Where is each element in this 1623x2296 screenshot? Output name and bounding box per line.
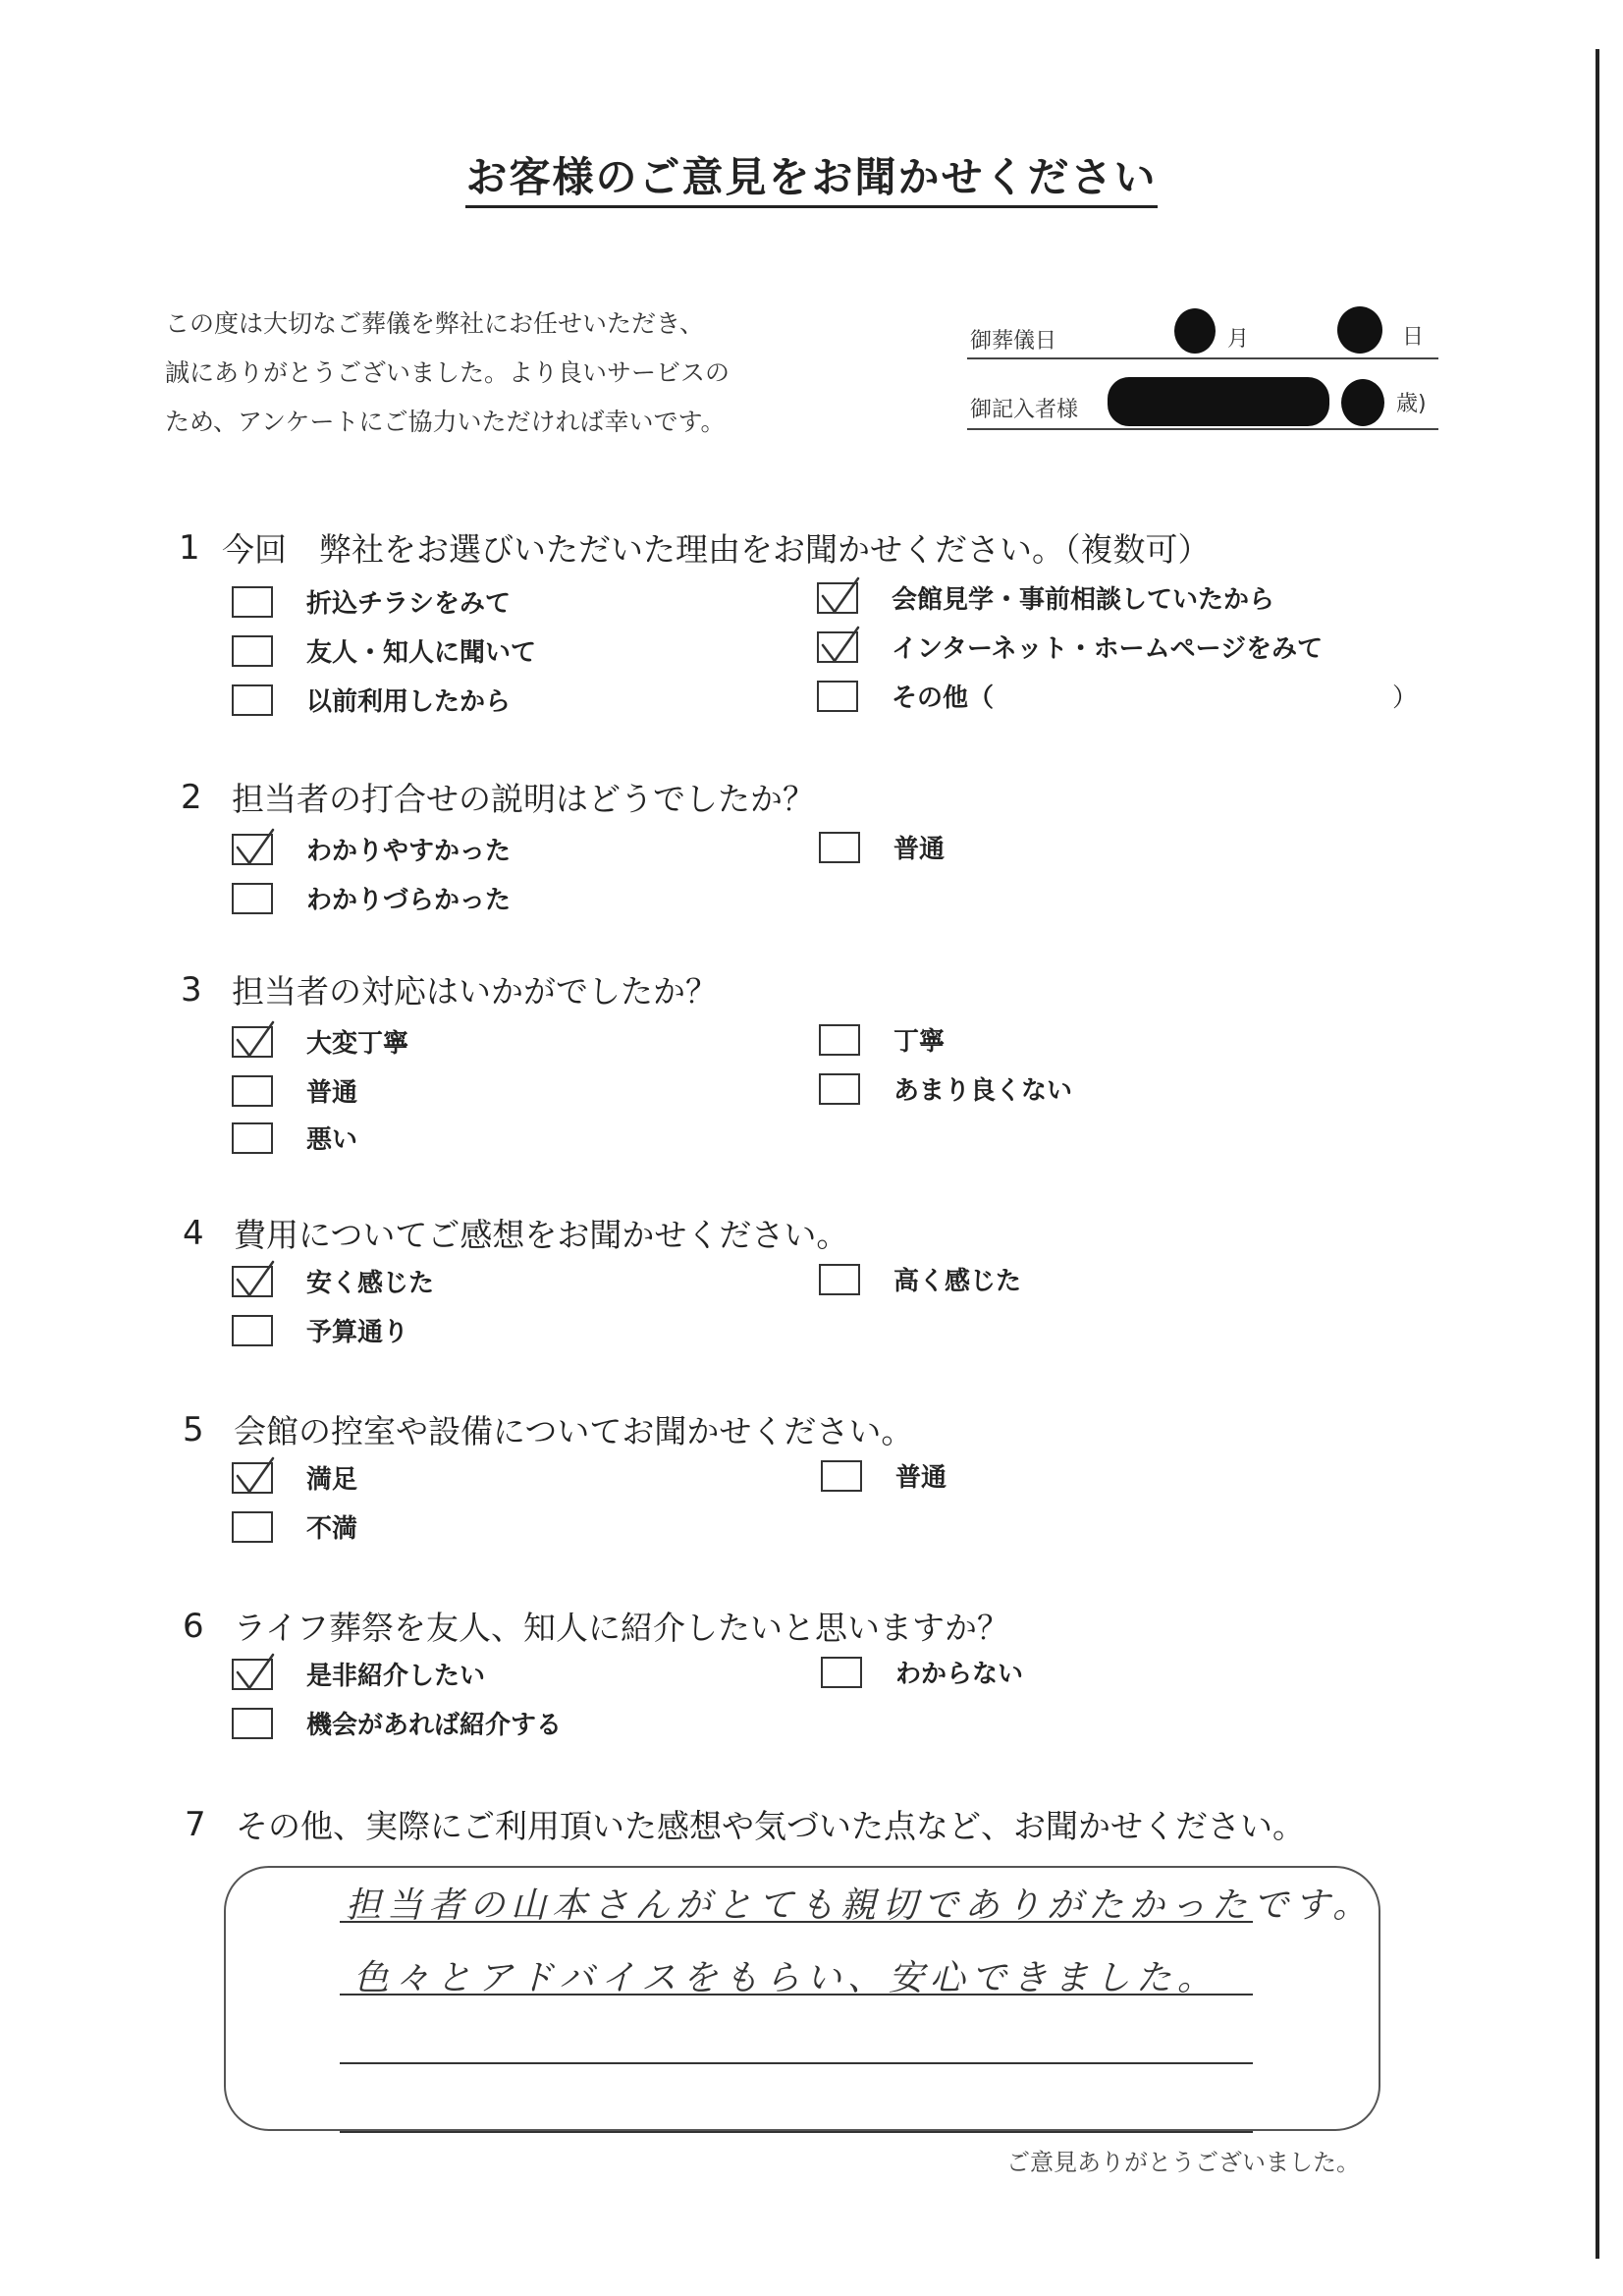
- checkbox[interactable]: [232, 1659, 273, 1690]
- thanks-note: ご意見ありがとうございました。: [1006, 2149, 1360, 2176]
- option-label: 高く感じた: [893, 1267, 1022, 1296]
- q1-option-previous[interactable]: [232, 682, 511, 718]
- funeral-date-label: 御葬儀日: [970, 329, 1057, 354]
- checkbox[interactable]: [232, 1026, 273, 1058]
- q5-option-dissatisfied[interactable]: [232, 1508, 357, 1545]
- q3-option-polite[interactable]: [819, 1021, 945, 1058]
- scan-edge: [1596, 49, 1599, 2259]
- option-label: 安く感じた: [306, 1269, 435, 1298]
- comment-rule: [340, 1921, 1253, 1923]
- option-label: 丁寧: [893, 1027, 946, 1057]
- q4-option-cheap[interactable]: [232, 1263, 434, 1299]
- comment-line-2: 色々とアドバイスをもらい、安心できました。: [353, 1958, 1218, 1998]
- q2-number: 2: [181, 778, 202, 817]
- redacted-day: [1337, 306, 1382, 354]
- writer-name-label: 御記入者様: [970, 398, 1079, 422]
- q3-option-not-good[interactable]: [819, 1070, 1072, 1107]
- q4-number: 4: [183, 1214, 204, 1253]
- option-label: インターネット・ホームページをみて: [892, 634, 1324, 664]
- checkbox[interactable]: [232, 1708, 273, 1739]
- checkbox[interactable]: [819, 1264, 860, 1295]
- option-label: 以前利用したから: [306, 687, 512, 717]
- comment-rule: [340, 2062, 1253, 2064]
- checkmark-icon: [230, 1256, 279, 1305]
- checkmark-stroke: [823, 578, 858, 612]
- option-label: 予算通り: [306, 1318, 409, 1347]
- checkbox[interactable]: [232, 1462, 273, 1494]
- q3-option-bad[interactable]: [232, 1120, 357, 1156]
- q3-text: 担当者の対応はいかがでしたか？: [232, 972, 718, 1011]
- q4-text: 費用についてご感想をお聞かせください。: [234, 1216, 849, 1254]
- q3-option-normal[interactable]: [232, 1072, 357, 1109]
- comment-rule: [340, 2131, 1253, 2133]
- q1-option-hall-visit[interactable]: [817, 579, 1274, 616]
- age-label: 歳): [1396, 392, 1427, 416]
- q4-option-on-budget[interactable]: [232, 1312, 408, 1348]
- q2-text: 担当者の打合せの説明はどうでしたか？: [232, 780, 815, 818]
- option-label: 不満: [306, 1514, 358, 1544]
- checkbox[interactable]: [232, 1511, 273, 1543]
- checkbox[interactable]: [232, 883, 273, 914]
- option-label: 是非紹介したい: [306, 1662, 486, 1691]
- intro-text: [165, 300, 730, 447]
- q1-option-other[interactable]: [817, 678, 994, 714]
- writer-underline: [967, 428, 1438, 430]
- checkmark-stroke: [238, 1022, 273, 1056]
- option-label: 友人・知人に聞いて: [306, 638, 537, 668]
- option-label: 大変丁寧: [306, 1029, 409, 1059]
- checkbox[interactable]: [232, 586, 273, 618]
- option-label: 満足: [306, 1465, 358, 1495]
- q6-option-unsure[interactable]: [821, 1654, 1023, 1690]
- q6-number: 6: [183, 1607, 204, 1646]
- option-label: 普通: [306, 1078, 358, 1108]
- checkbox[interactable]: [819, 832, 860, 863]
- checkmark-stroke: [238, 1655, 273, 1688]
- checkbox[interactable]: [232, 684, 273, 716]
- q5-option-satisfied[interactable]: [232, 1459, 357, 1496]
- q6-text: ライフ葬祭を友人、知人に紹介したいと思いますか？: [234, 1609, 1010, 1647]
- option-label: 悪い: [306, 1125, 358, 1155]
- checkmark-stroke: [238, 1262, 273, 1295]
- checkmark-icon: [230, 824, 279, 873]
- option-label: わからない: [895, 1660, 1024, 1689]
- q1-number: 1: [179, 528, 200, 568]
- month-label: 月: [1227, 327, 1250, 352]
- redacted-age: [1341, 379, 1384, 426]
- checkbox[interactable]: [817, 681, 858, 712]
- q5-option-normal[interactable]: [821, 1457, 947, 1494]
- q3-option-very-polite[interactable]: [232, 1023, 408, 1060]
- checkmark-icon: [230, 1649, 279, 1698]
- survey-title-text: お客様のご意見をお聞かせください: [465, 153, 1157, 208]
- q1-text: 今回 弊社をお選びいただいた理由をお聞かせください。（複数可）: [222, 530, 1211, 569]
- checkmark-stroke: [238, 830, 273, 863]
- checkmark-icon: [815, 573, 864, 622]
- checkbox[interactable]: [821, 1460, 862, 1492]
- redacted-name: [1108, 377, 1329, 426]
- comment-rule: [340, 1994, 1253, 1995]
- option-label: わかりづらかった: [306, 886, 512, 915]
- checkbox[interactable]: [232, 1315, 273, 1346]
- checkmark-icon: [815, 622, 864, 671]
- option-label: わかりやすかった: [306, 837, 512, 866]
- checkmark-icon: [230, 1016, 279, 1066]
- checkbox[interactable]: [232, 1266, 273, 1297]
- day-label: 日: [1402, 325, 1425, 350]
- comment-line-1: 担当者の山本さんがとても親切でありがたかったです。: [346, 1886, 1375, 1926]
- option-label: 機会があれば紹介する: [306, 1711, 563, 1740]
- redacted-month: [1174, 308, 1216, 354]
- option-label: 普通: [893, 835, 946, 864]
- q1-option-flyer[interactable]: [232, 583, 511, 620]
- intro-line: この度は大切なご葬儀を弊社にお任せいただき、: [165, 309, 705, 338]
- q2-option-clear[interactable]: [232, 831, 511, 867]
- q7-text: その他、実際にご利用頂いた感想や気づいた点など、お聞かせください。: [236, 1807, 1305, 1845]
- q4-option-expensive[interactable]: [819, 1261, 1021, 1297]
- q7-number: 7: [185, 1805, 206, 1844]
- checkbox[interactable]: [821, 1657, 862, 1688]
- checkbox[interactable]: [817, 582, 858, 614]
- q3-number: 3: [181, 970, 202, 1010]
- option-label: その他（: [892, 683, 995, 713]
- q1-option-friend[interactable]: [232, 632, 536, 669]
- checkbox[interactable]: [817, 631, 858, 663]
- q6-option-yes[interactable]: [232, 1656, 485, 1692]
- checkbox[interactable]: [232, 1075, 273, 1107]
- option-label: 会館見学・事前相談していたから: [892, 585, 1275, 615]
- q1-option-internet[interactable]: [817, 629, 1323, 665]
- checkmark-stroke: [823, 628, 858, 661]
- checkmark-stroke: [238, 1458, 273, 1492]
- option-label: あまり良くない: [893, 1076, 1073, 1106]
- checkbox[interactable]: [232, 1122, 273, 1154]
- checkmark-icon: [230, 1452, 279, 1502]
- q5-number: 5: [183, 1410, 204, 1449]
- q1-other-close: ）: [1392, 683, 1419, 713]
- option-label: 普通: [895, 1463, 947, 1493]
- q2-option-unclear[interactable]: [232, 880, 511, 916]
- intro-line: 誠にありがとうございました。より良いサービスの: [165, 358, 730, 387]
- checkbox[interactable]: [819, 1073, 860, 1105]
- checkbox[interactable]: [232, 834, 273, 865]
- option-label: 折込チラシをみて: [306, 589, 512, 619]
- survey-title: [0, 145, 1623, 204]
- checkbox[interactable]: [819, 1024, 860, 1056]
- q5-text: 会館の控室や設備についてお聞かせください。: [234, 1412, 914, 1450]
- q2-option-normal[interactable]: [819, 829, 945, 865]
- date-underline: [967, 357, 1438, 359]
- intro-line: ため、アンケートにご協力いただければ幸いです。: [165, 408, 726, 436]
- checkbox[interactable]: [232, 635, 273, 667]
- q6-option-if-chance[interactable]: [232, 1705, 562, 1741]
